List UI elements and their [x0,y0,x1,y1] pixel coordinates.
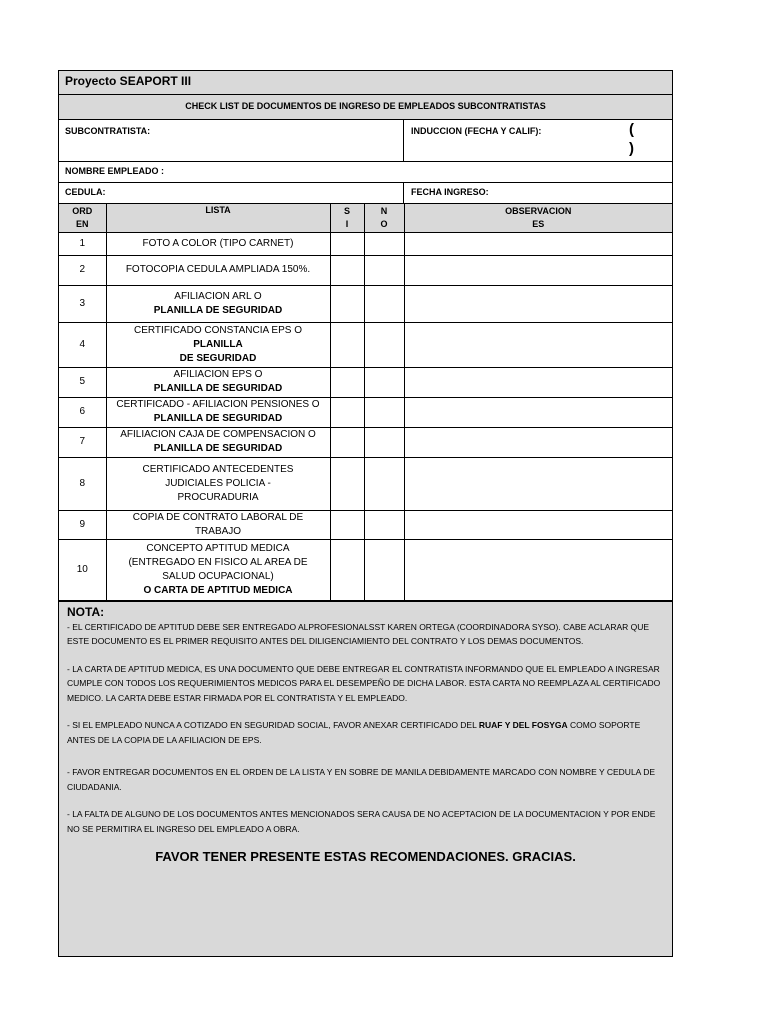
note-5: - LA FALTA DE ALGUNO DE LOS DOCUMENTOS ANTES MENCIONADOS SERA CAUSA DE NO ACEPTACION DE LA DOCUMENTACION Y POR ENDE NO SE PERMITIRA EL INGRESO DEL EMPLEADO A OBRA. [67,809,656,834]
no-checkbox[interactable] [364,232,404,255]
cedula-label: CEDULA: [65,187,106,197]
paren-close: ) [629,140,634,157]
no-checkbox[interactable] [364,539,404,600]
note-2: - LA CARTA DE APTITUD MEDICA, ES UNA DOCUMENTO QUE DEBE ENTREGAR EL CONTRATISTA INFORMANDO QUE EL EMPLEADO A INGRESAR CUMPLE CON TODOS LOS REQUERIMIENTOS MEDICOS PARA EL DESEMPEÑO DE DICHA LABOR. ESTA CARTA NO REEMPLAZA AL CERTIFICADO MEDICO. LA CARTA DEBE ESTAR FIRMADA POR EL CONTRATISTA Y EL EMPLEADO. [67,663,661,703]
si-checkbox[interactable] [330,427,364,457]
observaciones-cell[interactable] [404,539,672,600]
divider [403,183,404,203]
item-number: 7 [59,427,106,457]
si-checkbox[interactable] [330,367,364,397]
observaciones-cell[interactable] [404,232,672,255]
item-description: FOTOCOPIA CEDULA AMPLIADA 150%. [106,255,330,285]
nombre-label: NOMBRE EMPLEADO : [65,166,164,176]
si-checkbox[interactable] [330,232,364,255]
table-row [59,367,672,397]
checklist-form [58,70,673,957]
table-row [59,322,672,367]
si-checkbox[interactable] [330,255,364,285]
table-row [59,539,672,600]
no-checkbox[interactable] [364,322,404,367]
item-number: 9 [59,510,106,539]
induccion-label: INDUCCION (FECHA Y CALIF): [411,126,542,136]
notes-title: NOTA: [67,604,105,619]
table-row [59,255,672,285]
item-description: CERTIFICADO - AFILIACION PENSIONES O PLANILLA DE SEGURIDAD [106,397,330,427]
fecha-ingreso-label: FECHA INGRESO: [411,187,489,197]
observaciones-cell[interactable] [404,427,672,457]
item-number: 8 [59,457,106,510]
observaciones-cell[interactable] [404,322,672,367]
item-number: 2 [59,255,106,285]
item-description: CERTIFICADO ANTECEDENTES JUDICIALES POLICIA - PROCURADURIA [106,457,330,510]
si-checkbox[interactable] [330,397,364,427]
table-row [59,285,672,322]
note-4: - FAVOR ENTREGAR DOCUMENTOS EN EL ORDEN DE LA LISTA Y EN SOBRE DE MANILA DEBIDAMENTE MARCADO CON NOMBRE Y CEDULA DE CIUDADANIA. [67,767,656,792]
si-checkbox[interactable] [330,457,364,510]
table-row [59,397,672,427]
no-checkbox[interactable] [364,457,404,510]
table-row [59,510,672,539]
no-checkbox[interactable] [364,397,404,427]
subcontratista-label: SUBCONTRATISTA: [65,126,151,136]
no-checkbox[interactable] [364,367,404,397]
form-title: CHECK LIST DE DOCUMENTOS DE INGRESO DE EMPLEADOS SUBCONTRATISTAS [185,101,546,111]
observaciones-cell[interactable] [404,397,672,427]
project-header [59,71,672,95]
si-checkbox[interactable] [330,510,364,539]
divider [403,120,404,161]
table-header [59,204,672,232]
item-number: 1 [59,232,106,255]
item-description: AFILIACION EPS O PLANILLA DE SEGURIDAD [106,367,330,397]
observaciones-cell[interactable] [404,255,672,285]
observaciones-cell[interactable] [404,367,672,397]
notes-section [59,601,672,956]
table-row [59,232,672,255]
si-checkbox[interactable] [330,285,364,322]
col-lista: LISTA [106,204,330,232]
paren-open: ( [629,121,634,138]
items-body [59,232,672,600]
form-title-bar [59,95,672,120]
table-row [59,427,672,457]
item-description: CERTIFICADO CONSTANCIA EPS O PLANILLA DE SEGURIDAD [106,322,330,367]
item-description: CONCEPTO APTITUD MEDICA (ENTREGADO EN FISICO AL AREA DE SALUD OCUPACIONAL) O CARTA DE APTITUD MEDICA [106,539,330,600]
col-observaciones: OBSERVACION ES [404,204,672,232]
cedula-row [59,183,672,204]
note-3: - SI EL EMPLEADO NUNCA A COTIZADO EN SEGURIDAD SOCIAL, FAVOR ANEXAR CERTIFICADO DEL RUAF Y DEL FOSYGA COMO SOPORTE ANTES DE LA COPIA DE LA AFILIACION DE EPS. [67,720,641,745]
si-checkbox[interactable] [330,322,364,367]
item-number: 3 [59,285,106,322]
col-no: N O [364,204,404,232]
col-si: S I [330,204,364,232]
observaciones-cell[interactable] [404,510,672,539]
nombre-row [59,162,672,183]
item-number: 6 [59,397,106,427]
observaciones-cell[interactable] [404,457,672,510]
item-description: FOTO A COLOR (TIPO CARNET) [106,232,330,255]
no-checkbox[interactable] [364,285,404,322]
item-description: AFILIACION CAJA DE COMPENSACION O PLANILLA DE SEGURIDAD [106,427,330,457]
no-checkbox[interactable] [364,427,404,457]
observaciones-cell[interactable] [404,285,672,322]
project-title: Proyecto SEAPORT III [65,74,192,88]
table-row [59,457,672,510]
item-number: 10 [59,539,106,600]
item-description: AFILIACION ARL O PLANILLA DE SEGURIDAD [106,285,330,322]
item-description: COPIA DE CONTRATO LABORAL DE TRABAJO [106,510,330,539]
col-orden: ORD EN [59,204,106,232]
documents-table [59,204,672,601]
closing-message: FAVOR TENER PRESENTE ESTAS RECOMENDACIONES. GRACIAS. [155,849,576,864]
item-number: 4 [59,322,106,367]
item-number: 5 [59,367,106,397]
note-1: - EL CERTIFICADO DE APTITUD DEBE SER ENTREGADO ALPROFESIONALSST KAREN ORTEGA (COORDINADORA SYSO). CABE ACLARAR QUE ESTE DOCUMENTO ES EL PRIMER REQUISITO ANTES DEL DILIGENCIAMIENTO DEL CONTRATO Y LOS DEMAS DOCUMENTOS. [67,621,650,646]
no-checkbox[interactable] [364,510,404,539]
si-checkbox[interactable] [330,539,364,600]
subcontratista-row [59,120,672,162]
no-checkbox[interactable] [364,255,404,285]
